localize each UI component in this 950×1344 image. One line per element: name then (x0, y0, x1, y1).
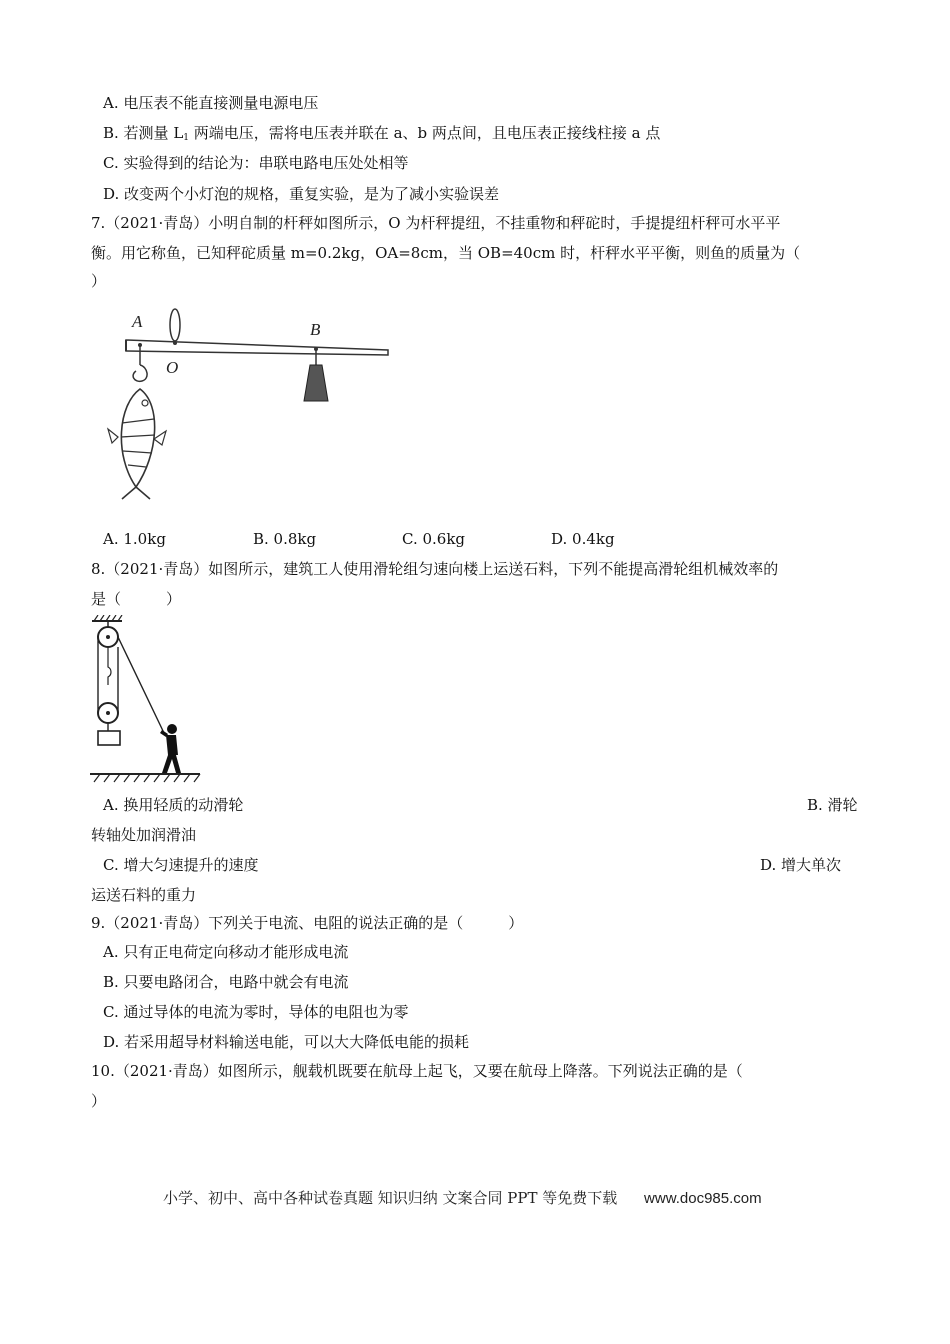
steelyard-figure (88, 305, 398, 505)
q6-option-d: D. 改变两个小灯泡的规格，重复实验，是为了减小实验误差 (103, 185, 500, 203)
footer-text: 小学、初中、高中各种试卷真题 知识归纳 文案合同 PPT 等免费下载 (163, 1189, 618, 1207)
q8-stem-line1: 8.（2021·青岛）如图所示，建筑工人使用滑轮组匀速向楼上运送石料，下列不能提高滑轮组机械效率的 (91, 560, 779, 578)
q8-option-d-tail: 运送石料的重力 (91, 886, 197, 904)
pulley-figure (88, 615, 204, 787)
q7-option-a: A. 1.0kg (103, 530, 166, 548)
worker-icon (160, 724, 181, 773)
q9-option-a: A. 只有正电荷定向移动才能形成电流 (103, 943, 349, 961)
label-a: A (132, 312, 143, 331)
q7-stem-line2: 衡。用它称鱼，已知秤砣质量 m=0.2kg，OA=8cm，当 OB=40cm 时，杆秤水平平衡，则鱼的质量为（ (91, 244, 801, 262)
footer-url[interactable]: www.doc985.com (644, 1190, 762, 1207)
load-box-icon (98, 731, 120, 745)
label-b: B (310, 320, 321, 339)
q6-option-b-subscript: 1 (183, 133, 190, 143)
q8-option-b-head: B. 滑轮 (807, 796, 858, 814)
q9-option-c: C. 通过导体的电流为零时，导体的电阻也为零 (103, 1003, 409, 1021)
page-footer (163, 1187, 762, 1208)
q8-stem-line2: 是（ ） (91, 590, 182, 608)
q8-option-c: C. 增大匀速提升的速度 (103, 856, 259, 874)
q9-stem: 9.（2021·青岛）下列关于电流、电阻的说法正确的是（ ） (91, 914, 524, 932)
q10-stem-line2: ） (91, 1092, 107, 1110)
q8-option-b-tail: 转轴处加润滑油 (91, 826, 197, 844)
q7-option-c: C. 0.6kg (402, 530, 466, 548)
q9-option-b: B. 只要电路闭合，电路中就会有电流 (103, 973, 349, 991)
q6-option-a: A. 电压表不能直接测量电源电压 (103, 94, 319, 112)
q6-option-b-pre: B. 若测量 L (103, 124, 184, 142)
fish-icon (108, 389, 166, 499)
q7-option-b: B. 0.8kg (253, 530, 317, 548)
q8-option-d-head: D. 增大单次 (760, 856, 842, 874)
q7-stem-line3: ） (91, 272, 107, 290)
q9-option-d: D. 若采用超导材料输送电能，可以大大降低电能的损耗 (103, 1033, 470, 1051)
q7-stem-line1: 7.（2021·青岛）小明自制的杆秤如图所示，O 为杆秤提纽，不挂重物和秤砣时，手提提纽杆秤可水平平 (91, 214, 781, 232)
q6-option-b (103, 122, 660, 149)
q8-option-a: A. 换用轻质的动滑轮 (103, 796, 244, 814)
q6-option-b-post: 两端电压，需将电压表并联在 a、b 两点间，且电压表正接线柱接 a 点 (189, 124, 661, 142)
q7-option-d: D. 0.4kg (551, 530, 615, 548)
label-o: O (166, 358, 179, 377)
counterweight-icon (304, 365, 328, 401)
q10-stem-line1: 10.（2021·青岛）如图所示，舰载机既要在航母上起飞，又要在航母上降落。下列说法正确的是（ (91, 1062, 743, 1080)
q6-option-c: C. 实验得到的结论为：串联电路电压处处相等 (103, 154, 409, 172)
